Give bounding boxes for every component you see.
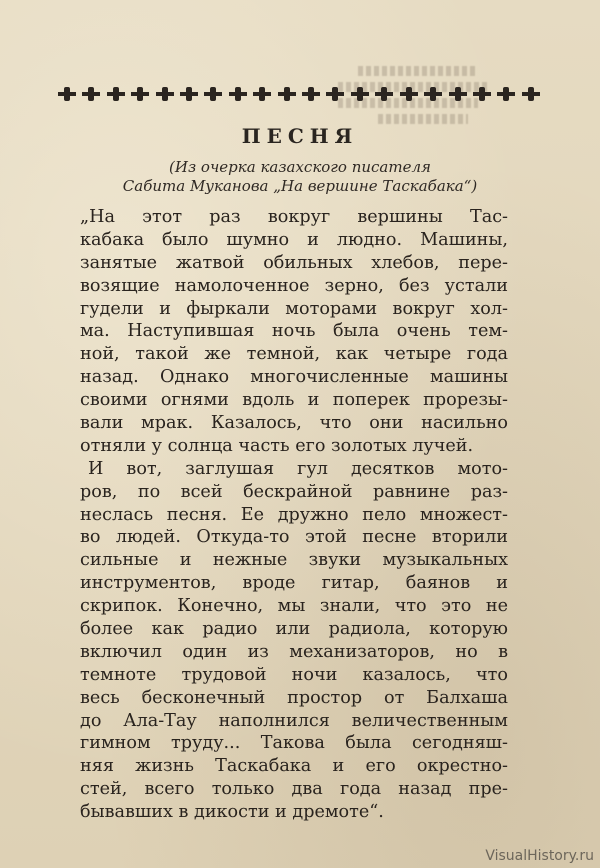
text-line: возящие намолоченное зерно, без устали — [80, 275, 508, 296]
text-line: гимном труду... Такова была сегодняш- — [80, 733, 508, 754]
text-line: сильные и нежные звуки музыкальных — [80, 550, 508, 571]
text-line: гудели и фыркали моторами вокруг хол- — [80, 298, 508, 319]
text-line: вали мрак. Казалось, что они насильно — [80, 413, 508, 434]
ornament-glyph — [156, 87, 174, 101]
text-line: кабака было шумно и людно. Машины, — [80, 229, 508, 250]
text-line: своими огнями вдоль и поперек прорезы- — [80, 390, 508, 411]
ornament-glyph — [424, 87, 442, 101]
ornament-glyph — [326, 87, 344, 101]
ornament-glyph — [522, 87, 540, 101]
ornament-glyph — [278, 87, 296, 101]
text-line: ма. Наступившая ночь была очень тем- — [80, 321, 508, 342]
ornament-glyph — [497, 87, 515, 101]
paragraph — [80, 206, 508, 458]
ornament-glyph — [82, 87, 100, 101]
article-body — [80, 206, 508, 824]
page-title: ПЕСНЯ — [241, 124, 359, 148]
ornament-glyph — [58, 87, 76, 101]
text-line: ров, по всей бескрайной равнине раз- — [80, 481, 508, 502]
ornament-glyph — [400, 87, 418, 101]
text-line: скрипок. Конечно, мы знали, что это не — [80, 596, 508, 617]
text-line: „На этот раз вокруг вершины Тас- — [80, 207, 508, 227]
ornament-glyph — [449, 87, 467, 101]
ornament-glyph — [204, 87, 222, 101]
text-line: ной, такой же темной, как четыре года — [80, 344, 508, 365]
text-line: неслась песня. Ее дружно пело множест- — [80, 504, 508, 525]
text-line: бывавших в дикости и дремоте“. — [80, 802, 384, 823]
text-line: во людей. Откуда-то этой песне вторили — [80, 527, 508, 548]
ornament-glyph — [229, 87, 247, 101]
text-line: инструментов, вроде гитар, баянов и — [80, 573, 508, 594]
text-line: И вот, заглушая гул десятков мото- — [88, 458, 508, 479]
text-line: няя жизнь Таскабака и его окрестно- — [80, 756, 508, 777]
text-line: темноте трудовой ночи казалось, что — [80, 664, 508, 685]
ornament-glyph — [107, 87, 125, 101]
text-line: включил один из механизаторов, но в — [80, 641, 508, 662]
text-line: весь бесконечный простор от Балхаша — [80, 687, 508, 708]
ornament-glyph — [351, 87, 369, 101]
text-line: стей, всего только два года назад пре- — [80, 779, 508, 800]
ornament-glyph — [253, 87, 271, 101]
watermark: VisualHistory.ru — [485, 848, 594, 864]
paragraph — [80, 458, 508, 824]
subtitle-line: (Из очерка казахского писателя — [169, 158, 431, 176]
decorative-ornament-border — [58, 84, 540, 104]
ornament-glyph — [473, 87, 491, 101]
ornament-glyph — [131, 87, 149, 101]
text-line: занятые жатвой обильных хлебов, пере- — [80, 252, 508, 273]
ornament-glyph — [375, 87, 393, 101]
ornament-glyph — [302, 87, 320, 101]
text-line: назад. Однако многочисленные машины — [80, 367, 508, 388]
text-line: отняли у солнца часть его золотых лучей. — [80, 435, 474, 456]
subtitle-line: Сабита Муканова „На вершине Таскабака“) — [122, 177, 478, 195]
ornament-glyph — [180, 87, 198, 101]
text-line: более как радио или радиола, которую — [80, 619, 508, 640]
text-line: до Ала-Тау наполнился величественным — [80, 710, 508, 731]
subtitle — [70, 158, 530, 196]
